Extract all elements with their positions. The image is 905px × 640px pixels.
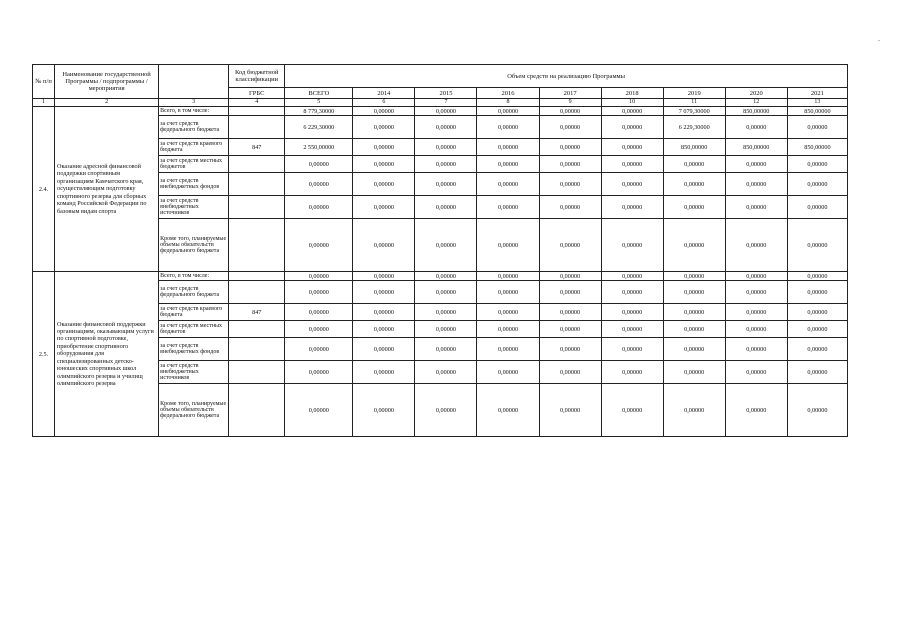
amount-cell: 0,00000 [477,281,539,304]
amount-cell: 0,00000 [477,116,539,139]
amount-cell: 0,00000 [725,116,787,139]
amount-cell: 0,00000 [601,338,663,361]
amount-cell: 0,00000 [787,219,847,272]
amount-cell: 0,00000 [353,173,415,196]
amount-cell: 0,00000 [477,304,539,321]
amount-cell: 0,00000 [477,321,539,338]
amount-cell: 0,00000 [787,321,847,338]
grbs-code [229,156,285,173]
header-row-1 [33,65,848,88]
amount-cell: 0,00000 [285,272,353,281]
amount-cell: 0,00000 [415,272,477,281]
amount-cell: 0,00000 [477,361,539,384]
amount-cell: 0,00000 [415,139,477,156]
column-number: 4 [229,99,285,107]
amount-cell: 850,00000 [787,107,847,116]
amount-cell: 0,00000 [787,304,847,321]
section-number: 2.4. [33,107,55,272]
amount-cell: 0,00000 [353,338,415,361]
header-year-7: 2020 [725,88,787,99]
header-year-8: 2021 [787,88,847,99]
grbs-code [229,196,285,219]
amount-cell: 0,00000 [539,196,601,219]
amount-cell: 0,00000 [601,272,663,281]
amount-cell: 0,00000 [477,156,539,173]
amount-cell: 0,00000 [415,338,477,361]
amount-cell: 0,00000 [285,361,353,384]
amount-cell: 0,00000 [663,219,725,272]
header-year-1: 2014 [353,88,415,99]
amount-cell: 0,00000 [725,361,787,384]
amount-cell: 0,00000 [539,116,601,139]
column-number: 6 [353,99,415,107]
amount-cell: 0,00000 [787,338,847,361]
amount-cell: 0,00000 [353,384,415,437]
amount-cell: 850,00000 [725,139,787,156]
header-year-4: 2017 [539,88,601,99]
column-number: 11 [663,99,725,107]
header-no: № п/п [33,65,55,99]
funding-source: за счет средств федерального бюджета [159,281,229,304]
amount-cell: 0,00000 [663,173,725,196]
amount-cell: 0,00000 [539,107,601,116]
amount-cell: 0,00000 [415,321,477,338]
grbs-code [229,116,285,139]
grbs-code [229,384,285,437]
column-number: 13 [787,99,847,107]
amount-cell: 0,00000 [601,361,663,384]
amount-cell: 0,00000 [415,173,477,196]
grbs-code [229,321,285,338]
amount-cell: 850,00000 [787,139,847,156]
amount-cell: 0,00000 [415,304,477,321]
amount-cell: 0,00000 [663,361,725,384]
funding-source: Всего, в том числе: [159,272,229,281]
amount-cell: 0,00000 [725,281,787,304]
funding-source: за счет средств краевого бюджета [159,139,229,156]
amount-cell: 0,00000 [663,272,725,281]
amount-cell: 0,00000 [353,304,415,321]
amount-cell: 0,00000 [601,384,663,437]
amount-cell: 0,00000 [725,384,787,437]
amount-cell: 0,00000 [285,384,353,437]
amount-cell: 0,00000 [415,281,477,304]
amount-cell: 0,00000 [787,196,847,219]
amount-cell: 0,00000 [353,361,415,384]
amount-cell: 2 550,00000 [285,139,353,156]
amount-cell: 0,00000 [285,321,353,338]
column-number: 7 [415,99,477,107]
amount-cell: 0,00000 [285,196,353,219]
amount-cell: 0,00000 [353,116,415,139]
table-row [33,272,848,281]
grbs-code [229,272,285,281]
amount-cell: 0,00000 [663,281,725,304]
header-kbk: Код бюджетной классификации [229,65,285,88]
header-year-0: ВСЕГО [285,88,353,99]
amount-cell: 0,00000 [539,139,601,156]
grbs-code [229,219,285,272]
amount-cell: 0,00000 [353,196,415,219]
funding-source: Всего, в том числе: [159,107,229,116]
amount-cell: 0,00000 [285,304,353,321]
amount-cell: 0,00000 [539,321,601,338]
amount-cell: 6 229,30000 [663,116,725,139]
amount-cell: 0,00000 [601,321,663,338]
amount-cell: 0,00000 [415,196,477,219]
amount-cell: 0,00000 [725,338,787,361]
amount-cell: 0,00000 [477,107,539,116]
amount-cell: 0,00000 [601,139,663,156]
grbs-code: 847 [229,304,285,321]
amount-cell: 0,00000 [539,304,601,321]
amount-cell: 0,00000 [539,384,601,437]
amount-cell: 0,00000 [353,219,415,272]
section-name: Оказание адресной финансовой поддержки спортивным организациям Камчатского края, осуществляющим подготовку спортивного резерва для сборных команд Российской Федерации по базовым видам спорта [55,107,159,272]
amount-cell: 0,00000 [663,304,725,321]
amount-cell: 0,00000 [415,361,477,384]
amount-cell: 0,00000 [787,361,847,384]
amount-cell: 0,00000 [601,156,663,173]
amount-cell: 0,00000 [725,321,787,338]
amount-cell: 0,00000 [601,116,663,139]
amount-cell: 0,00000 [285,156,353,173]
amount-cell: 0,00000 [539,281,601,304]
amount-cell: 0,00000 [477,173,539,196]
amount-cell: 0,00000 [787,173,847,196]
amount-cell: 0,00000 [353,139,415,156]
amount-cell: 0,00000 [353,272,415,281]
funding-source: за счет средств местных бюджетов [159,156,229,173]
amount-cell: 0,00000 [353,281,415,304]
amount-cell: 0,00000 [601,281,663,304]
amount-cell: 0,00000 [601,219,663,272]
grbs-code [229,107,285,116]
amount-cell: 8 779,30000 [285,107,353,116]
amount-cell: 0,00000 [663,321,725,338]
funding-source: за счет средств федерального бюджета [159,116,229,139]
funding-source: за счет средств внебюджетных источников [159,361,229,384]
program-funding-table [32,64,848,437]
amount-cell: 0,00000 [725,173,787,196]
amount-cell: 0,00000 [663,338,725,361]
funding-source: Кроме того, планируемые объемы обязательств федерального бюджета [159,384,229,437]
amount-cell: 0,00000 [601,173,663,196]
header-year-3: 2016 [477,88,539,99]
amount-cell: 0,00000 [415,384,477,437]
amount-cell: 850,00000 [725,107,787,116]
table-row [33,107,848,116]
funding-source: Кроме того, планируемые объемы обязательств федерального бюджета [159,219,229,272]
grbs-code: 847 [229,139,285,156]
amount-cell: 7 079,30000 [663,107,725,116]
amount-cell: 0,00000 [663,196,725,219]
amount-cell: 0,00000 [285,281,353,304]
column-number: 10 [601,99,663,107]
column-number: 3 [159,99,229,107]
amount-cell: 0,00000 [477,219,539,272]
amount-cell: 0,00000 [663,384,725,437]
amount-cell: 6 229,30000 [285,116,353,139]
amount-cell: 0,00000 [353,107,415,116]
amount-cell: 0,00000 [787,156,847,173]
amount-cell: 0,00000 [285,338,353,361]
grbs-code [229,173,285,196]
amount-cell: 0,00000 [477,196,539,219]
grbs-code [229,361,285,384]
column-number: 12 [725,99,787,107]
column-number: 1 [33,99,55,107]
amount-cell: 0,00000 [415,116,477,139]
header-volume: Объем средств на реализацию Программы [285,65,848,88]
funding-source: за счет средств местных бюджетов [159,321,229,338]
funding-source: за счет средств внебюджетных источников [159,196,229,219]
column-number: 2 [55,99,159,107]
amount-cell: 0,00000 [663,156,725,173]
budget-table-sheet [32,64,848,437]
column-number-row [33,99,848,107]
funding-source: за счет средств краевого бюджета [159,304,229,321]
funding-source: за счет средств внебюджетных фондов [159,173,229,196]
column-number: 9 [539,99,601,107]
amount-cell: 0,00000 [725,156,787,173]
amount-cell: 0,00000 [415,219,477,272]
amount-cell: 0,00000 [601,196,663,219]
corner-mark: - [878,38,880,44]
amount-cell: 0,00000 [477,338,539,361]
header-name: Наименование государственной Программы / подпрограммы / мероприятия [55,65,159,99]
amount-cell: 0,00000 [539,156,601,173]
grbs-code [229,281,285,304]
funding-source: за счет средств внебюджетных фондов [159,338,229,361]
amount-cell: 0,00000 [477,384,539,437]
amount-cell: 0,00000 [725,272,787,281]
amount-cell: 0,00000 [601,304,663,321]
amount-cell: 0,00000 [539,219,601,272]
amount-cell: 0,00000 [539,338,601,361]
grbs-code [229,338,285,361]
amount-cell: 0,00000 [725,219,787,272]
section-name: Оказание финансовой поддержки организациям, оказывающим услуги по спортивной подготовке, приобретение спортивного оборудования для специализированных детско-юношеских спортивных школ олимпийского резерва и училищ олимпийского резерва [55,272,159,437]
amount-cell: 0,00000 [415,107,477,116]
column-number: 5 [285,99,353,107]
header-year-2: 2015 [415,88,477,99]
amount-cell: 0,00000 [477,272,539,281]
header-empty [159,65,229,99]
amount-cell: 0,00000 [353,156,415,173]
header-grbs: ГРБС [229,88,285,99]
amount-cell: 0,00000 [725,196,787,219]
amount-cell: 0,00000 [477,139,539,156]
amount-cell: 0,00000 [787,116,847,139]
amount-cell: 0,00000 [601,107,663,116]
amount-cell: 0,00000 [539,361,601,384]
amount-cell: 0,00000 [415,156,477,173]
amount-cell: 0,00000 [787,272,847,281]
header-year-6: 2019 [663,88,725,99]
amount-cell: 0,00000 [539,272,601,281]
amount-cell: 0,00000 [539,173,601,196]
amount-cell: 0,00000 [285,173,353,196]
section-number: 2.5. [33,272,55,437]
header-year-5: 2018 [601,88,663,99]
amount-cell: 0,00000 [285,219,353,272]
amount-cell: 0,00000 [787,384,847,437]
amount-cell: 0,00000 [725,304,787,321]
amount-cell: 0,00000 [787,281,847,304]
amount-cell: 850,00000 [663,139,725,156]
amount-cell: 0,00000 [353,321,415,338]
column-number: 8 [477,99,539,107]
